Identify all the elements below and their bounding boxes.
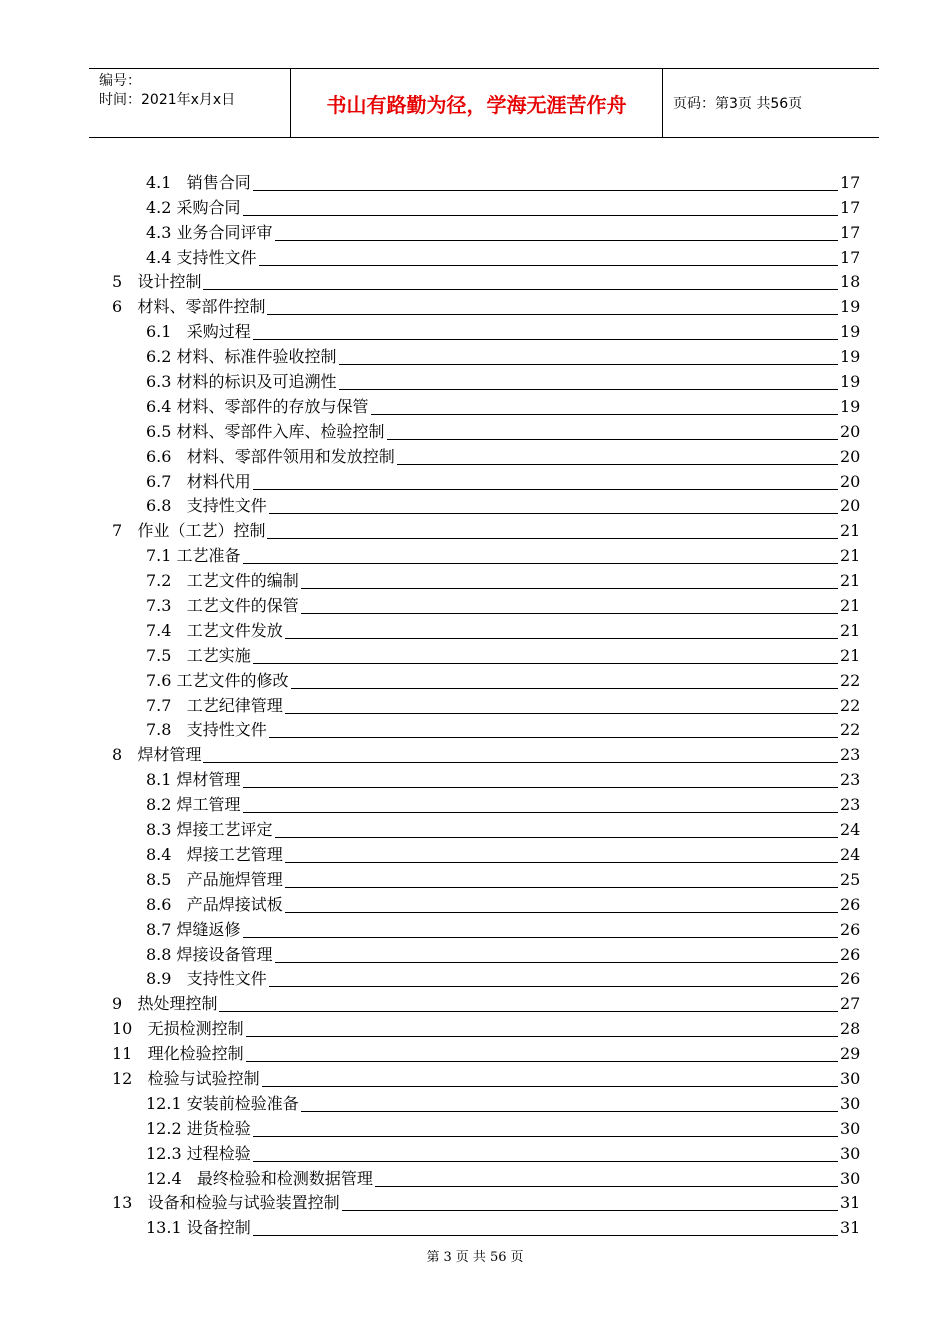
toc-entry bbox=[108, 467, 860, 492]
toc-entry-number: 4.2 bbox=[146, 197, 177, 217]
header-meta bbox=[89, 69, 291, 137]
toc-entry-page: 21 bbox=[840, 521, 861, 541]
toc-entry bbox=[108, 1189, 860, 1214]
toc-leader-line bbox=[375, 1186, 838, 1187]
toc-entry-number: 11 bbox=[112, 1044, 148, 1064]
toc-entry-number: 8 bbox=[112, 745, 138, 765]
toc-entry-title: 焊接工艺管理 bbox=[186, 844, 283, 864]
toc-entry-page: 19 bbox=[840, 297, 861, 317]
toc-entry-number: 7.7 bbox=[146, 695, 187, 715]
toc-entry-number: 10 bbox=[112, 1019, 148, 1039]
toc-entry-title: 焊接工艺评定 bbox=[176, 820, 273, 840]
toc-entry bbox=[108, 392, 860, 417]
toc-entry-page: 19 bbox=[840, 396, 861, 416]
toc-entry-number: 7.8 bbox=[146, 720, 187, 740]
toc-entry-number: 12.1 bbox=[146, 1093, 187, 1113]
toc-entry-page: 18 bbox=[840, 272, 861, 292]
toc-entry-page: 23 bbox=[840, 795, 861, 815]
toc-entry-title: 作业（工艺）控制 bbox=[137, 521, 266, 541]
toc-entry-number: 6.3 bbox=[146, 372, 177, 392]
toc-leader-line bbox=[253, 339, 838, 340]
toc-entry-page: 29 bbox=[840, 1044, 861, 1064]
toc-entry-number: 13.1 bbox=[146, 1218, 187, 1238]
toc-leader-line bbox=[285, 862, 838, 863]
toc-entry-number: 6.7 bbox=[146, 471, 187, 491]
toc-leader-line bbox=[246, 1061, 838, 1062]
toc-leader-line bbox=[285, 638, 838, 639]
table-of-contents bbox=[108, 168, 860, 1238]
toc-entry bbox=[108, 193, 860, 218]
toc-entry bbox=[108, 168, 860, 193]
toc-entry-number: 4.3 bbox=[146, 222, 177, 242]
toc-entry bbox=[108, 1014, 860, 1039]
toc-entry-number: 9 bbox=[112, 994, 138, 1014]
toc-entry-title: 工艺文件的修改 bbox=[176, 670, 289, 690]
toc-entry bbox=[108, 940, 860, 965]
toc-entry-number: 12.2 bbox=[146, 1118, 187, 1138]
page-footer bbox=[0, 1246, 950, 1265]
toc-entry-number: 7 bbox=[112, 521, 138, 541]
toc-entry-page: 21 bbox=[840, 546, 861, 566]
toc-entry-title: 材料的标识及可追溯性 bbox=[176, 372, 337, 392]
toc-entry-page: 21 bbox=[840, 645, 861, 665]
toc-entry-number: 6.1 bbox=[146, 322, 187, 342]
toc-entry bbox=[108, 1213, 860, 1238]
toc-leader-line bbox=[269, 513, 838, 514]
toc-entry bbox=[108, 1039, 860, 1064]
toc-entry-page: 30 bbox=[840, 1068, 861, 1088]
toc-entry-page: 23 bbox=[840, 770, 861, 790]
toc-entry bbox=[108, 317, 860, 342]
toc-entry-page: 22 bbox=[840, 695, 861, 715]
toc-leader-line bbox=[275, 240, 838, 241]
toc-leader-line bbox=[301, 613, 838, 614]
toc-entry bbox=[108, 691, 860, 716]
toc-entry-number: 7.5 bbox=[146, 645, 187, 665]
toc-entry-title: 支持性文件 bbox=[186, 969, 267, 989]
toc-leader-line bbox=[301, 588, 838, 589]
toc-entry bbox=[108, 815, 860, 840]
toc-entry-title: 采购过程 bbox=[186, 322, 251, 342]
toc-entry-title: 材料代用 bbox=[186, 471, 251, 491]
toc-leader-line bbox=[285, 887, 838, 888]
toc-leader-line bbox=[269, 986, 838, 987]
toc-entry-page: 24 bbox=[840, 844, 861, 864]
toc-entry-page: 31 bbox=[840, 1218, 861, 1238]
toc-entry-title: 设备控制 bbox=[186, 1218, 251, 1238]
toc-entry-page: 31 bbox=[840, 1193, 861, 1213]
toc-entry-title: 材料、零部件领用和发放控制 bbox=[186, 446, 395, 466]
number-label: 编号： bbox=[99, 73, 141, 89]
toc-entry-number: 6.5 bbox=[146, 421, 177, 441]
toc-entry-page: 20 bbox=[840, 421, 861, 441]
toc-entry-title: 热处理控制 bbox=[137, 994, 218, 1014]
toc-entry-page: 20 bbox=[840, 496, 861, 516]
toc-leader-line bbox=[246, 1036, 838, 1037]
toc-entry-page: 30 bbox=[840, 1118, 861, 1138]
footer-current-page: 3 bbox=[443, 1250, 452, 1265]
toc-leader-line bbox=[339, 364, 838, 365]
toc-entry-page: 20 bbox=[840, 471, 861, 491]
toc-entry-title: 工艺文件的保管 bbox=[186, 596, 299, 616]
toc-entry-title: 焊工管理 bbox=[176, 795, 241, 815]
toc-entry-number: 4.1 bbox=[146, 172, 187, 192]
toc-entry bbox=[108, 865, 860, 890]
toc-entry-number: 8.2 bbox=[146, 795, 177, 815]
toc-entry-title: 安装前检验准备 bbox=[186, 1093, 299, 1113]
toc-entry bbox=[108, 292, 860, 317]
toc-entry-number: 12.3 bbox=[146, 1143, 187, 1163]
toc-entry-title: 材料、零部件入库、检验控制 bbox=[176, 421, 385, 441]
toc-leader-line bbox=[267, 538, 838, 539]
toc-entry-number: 6.4 bbox=[146, 396, 177, 416]
toc-entry bbox=[108, 890, 860, 915]
toc-entry bbox=[108, 1139, 860, 1164]
toc-entry bbox=[108, 616, 860, 641]
toc-entry-page: 26 bbox=[840, 969, 861, 989]
toc-entry-number: 12 bbox=[112, 1068, 148, 1088]
toc-leader-line bbox=[253, 489, 838, 490]
toc-entry bbox=[108, 566, 860, 591]
toc-leader-line bbox=[253, 663, 838, 664]
toc-entry-page: 30 bbox=[840, 1093, 861, 1113]
toc-leader-line bbox=[243, 937, 838, 938]
toc-entry-title: 采购合同 bbox=[176, 197, 241, 217]
toc-entry bbox=[108, 1089, 860, 1114]
toc-entry-title: 工艺文件发放 bbox=[186, 620, 283, 640]
toc-entry-title: 材料、标准件验收控制 bbox=[176, 347, 337, 367]
toc-entry bbox=[108, 641, 860, 666]
toc-leader-line bbox=[275, 962, 838, 963]
toc-leader-line bbox=[253, 1136, 838, 1137]
toc-entry-page: 26 bbox=[840, 894, 861, 914]
toc-leader-line bbox=[275, 837, 838, 838]
toc-entry-page: 27 bbox=[840, 994, 861, 1014]
toc-entry-number: 8.1 bbox=[146, 770, 177, 790]
toc-leader-line bbox=[243, 787, 838, 788]
toc-entry-title: 支持性文件 bbox=[186, 496, 267, 516]
toc-leader-line bbox=[253, 1161, 838, 1162]
toc-entry-title: 工艺文件的编制 bbox=[186, 571, 299, 591]
toc-entry-title: 最终检验和检测数据管理 bbox=[196, 1168, 373, 1188]
toc-entry-page: 17 bbox=[840, 222, 861, 242]
toc-entry bbox=[108, 989, 860, 1014]
toc-entry-page: 26 bbox=[840, 919, 861, 939]
toc-entry-page: 26 bbox=[840, 944, 861, 964]
toc-entry-number: 13 bbox=[112, 1193, 148, 1213]
toc-entry-title: 过程检验 bbox=[186, 1143, 251, 1163]
header-slogan: 书山有路勤为径，学海无涯苦作舟 bbox=[291, 69, 663, 137]
toc-entry bbox=[108, 417, 860, 442]
toc-entry-title: 焊材管理 bbox=[137, 745, 202, 765]
toc-leader-line bbox=[291, 688, 838, 689]
toc-entry-page: 21 bbox=[840, 571, 861, 591]
toc-leader-line bbox=[259, 265, 838, 266]
toc-entry bbox=[108, 765, 860, 790]
toc-leader-line bbox=[269, 737, 838, 738]
toc-entry-number: 7.2 bbox=[146, 571, 187, 591]
toc-entry-number: 8.9 bbox=[146, 969, 187, 989]
toc-entry bbox=[108, 716, 860, 741]
toc-entry-title: 无损检测控制 bbox=[147, 1019, 244, 1039]
toc-entry bbox=[108, 790, 860, 815]
toc-entry bbox=[108, 541, 860, 566]
toc-entry-title: 焊缝返修 bbox=[176, 919, 241, 939]
toc-entry-title: 支持性文件 bbox=[186, 720, 267, 740]
toc-entry-page: 23 bbox=[840, 745, 861, 765]
toc-entry-title: 产品焊接试板 bbox=[186, 894, 283, 914]
toc-entry-page: 30 bbox=[840, 1143, 861, 1163]
toc-entry bbox=[108, 915, 860, 940]
toc-entry-number: 6 bbox=[112, 297, 138, 317]
toc-entry bbox=[108, 342, 860, 367]
toc-entry bbox=[108, 1164, 860, 1189]
toc-entry-title: 材料、零部件控制 bbox=[137, 297, 266, 317]
toc-entry-page: 21 bbox=[840, 620, 861, 640]
footer-post: 页 bbox=[510, 1250, 524, 1265]
toc-entry-number: 6.2 bbox=[146, 347, 177, 367]
toc-entry bbox=[108, 840, 860, 865]
toc-entry-number: 4.4 bbox=[146, 247, 177, 267]
toc-entry-title: 工艺准备 bbox=[176, 546, 241, 566]
toc-entry-title: 产品施焊管理 bbox=[186, 869, 283, 889]
toc-leader-line bbox=[262, 1086, 838, 1087]
toc-entry-number: 6.6 bbox=[146, 446, 187, 466]
toc-entry bbox=[108, 492, 860, 517]
page-header bbox=[89, 68, 879, 138]
toc-entry-title: 设计控制 bbox=[137, 272, 202, 292]
toc-entry-title: 材料、零部件的存放与保管 bbox=[176, 396, 369, 416]
toc-entry-number: 7.3 bbox=[146, 596, 187, 616]
toc-entry-page: 17 bbox=[840, 172, 861, 192]
toc-entry bbox=[108, 965, 860, 990]
toc-entry-number: 8.8 bbox=[146, 944, 177, 964]
footer-total-pages: 56 bbox=[489, 1250, 507, 1265]
toc-entry-page: 19 bbox=[840, 372, 861, 392]
toc-entry-title: 进货检验 bbox=[186, 1118, 251, 1138]
toc-entry-number: 7.4 bbox=[146, 620, 187, 640]
toc-entry-page: 24 bbox=[840, 820, 861, 840]
toc-leader-line bbox=[387, 439, 838, 440]
toc-entry bbox=[108, 666, 860, 691]
toc-entry bbox=[108, 591, 860, 616]
toc-entry-page: 25 bbox=[840, 869, 861, 889]
toc-leader-line bbox=[203, 289, 838, 290]
toc-leader-line bbox=[371, 414, 838, 415]
toc-entry-page: 22 bbox=[840, 670, 861, 690]
toc-entry bbox=[108, 740, 860, 765]
toc-entry bbox=[108, 1114, 860, 1139]
toc-leader-line bbox=[342, 1210, 838, 1211]
toc-entry-number: 8.4 bbox=[146, 844, 187, 864]
toc-entry-page: 17 bbox=[840, 247, 861, 267]
toc-entry-title: 销售合同 bbox=[186, 172, 251, 192]
toc-entry-page: 17 bbox=[840, 197, 861, 217]
toc-leader-line bbox=[339, 389, 838, 390]
toc-entry-number: 7.6 bbox=[146, 670, 177, 690]
toc-entry-number: 7.1 bbox=[146, 546, 177, 566]
header-page-label: 页码：第3页 共56页 bbox=[673, 96, 803, 112]
toc-leader-line bbox=[285, 912, 838, 913]
toc-entry-title: 焊材管理 bbox=[176, 770, 241, 790]
toc-leader-line bbox=[253, 190, 838, 191]
toc-entry bbox=[108, 442, 860, 467]
toc-leader-line bbox=[203, 762, 838, 763]
toc-entry-title: 理化检验控制 bbox=[147, 1044, 244, 1064]
toc-leader-line bbox=[243, 215, 838, 216]
toc-leader-line bbox=[267, 314, 838, 315]
toc-entry-number: 8.6 bbox=[146, 894, 187, 914]
toc-entry bbox=[108, 243, 860, 268]
toc-entry-number: 8.7 bbox=[146, 919, 177, 939]
toc-entry bbox=[108, 516, 860, 541]
toc-entry-number: 6.8 bbox=[146, 496, 187, 516]
toc-entry-page: 21 bbox=[840, 596, 861, 616]
toc-entry-number: 5 bbox=[112, 272, 138, 292]
toc-leader-line bbox=[219, 1011, 838, 1012]
toc-entry bbox=[108, 268, 860, 293]
toc-entry-title: 设备和检验与试验装置控制 bbox=[147, 1193, 340, 1213]
toc-entry-number: 8.5 bbox=[146, 869, 187, 889]
toc-entry-title: 检验与试验控制 bbox=[147, 1068, 260, 1088]
toc-entry-page: 20 bbox=[840, 446, 861, 466]
toc-entry-page: 30 bbox=[840, 1168, 861, 1188]
toc-entry bbox=[108, 1064, 860, 1089]
toc-entry-title: 工艺纪律管理 bbox=[186, 695, 283, 715]
toc-entry bbox=[108, 218, 860, 243]
toc-entry-page: 19 bbox=[840, 322, 861, 342]
toc-entry-title: 业务合同评审 bbox=[176, 222, 273, 242]
toc-entry-page: 22 bbox=[840, 720, 861, 740]
toc-entry-number: 8.3 bbox=[146, 820, 177, 840]
footer-mid: 页 共 bbox=[455, 1250, 486, 1265]
toc-leader-line bbox=[301, 1111, 838, 1112]
footer-pre: 第 bbox=[426, 1250, 440, 1265]
toc-leader-line bbox=[285, 713, 838, 714]
toc-leader-line bbox=[253, 1235, 838, 1236]
toc-entry-title: 工艺实施 bbox=[186, 645, 251, 665]
toc-entry-page: 28 bbox=[840, 1019, 861, 1039]
toc-leader-line bbox=[243, 563, 838, 564]
toc-entry-title: 焊接设备管理 bbox=[176, 944, 273, 964]
toc-entry-number: 12.4 bbox=[146, 1168, 197, 1188]
toc-leader-line bbox=[243, 812, 838, 813]
time-label: 时间：2021年x月x日 bbox=[99, 92, 236, 108]
toc-entry-page: 19 bbox=[840, 347, 861, 367]
toc-entry-title: 支持性文件 bbox=[176, 247, 257, 267]
toc-entry bbox=[108, 367, 860, 392]
toc-leader-line bbox=[397, 464, 838, 465]
